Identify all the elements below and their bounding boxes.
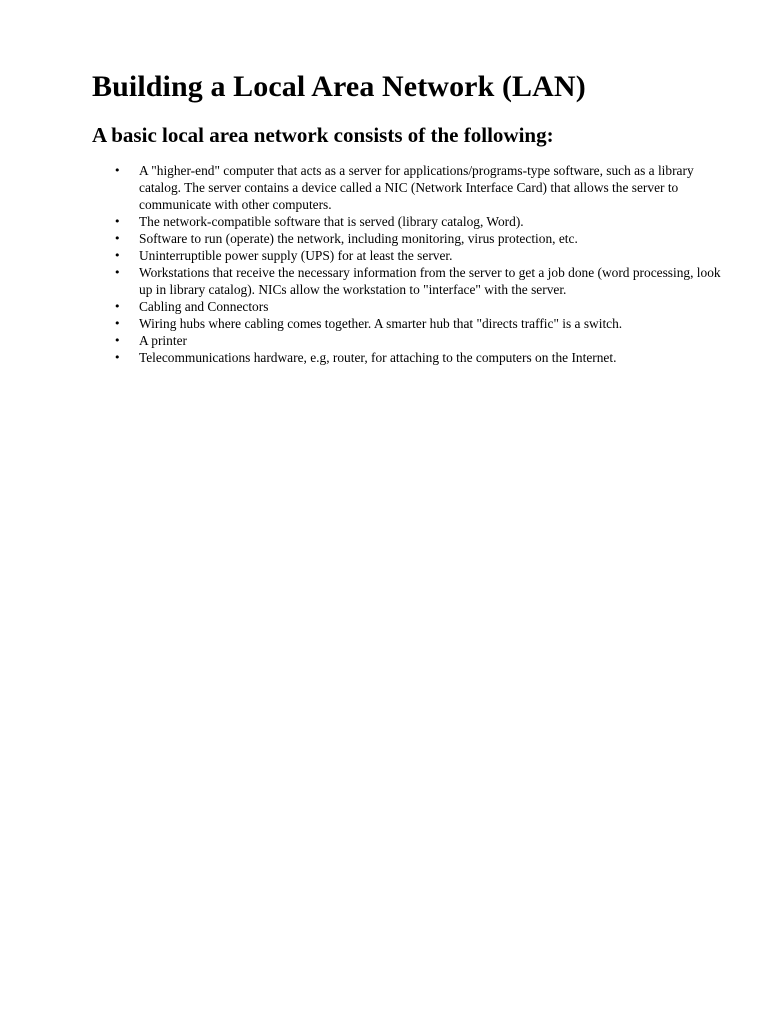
bullet-icon: • xyxy=(114,351,121,364)
list-item-text: Wiring hubs where cabling comes together. A smarter hub that "directs traffic" is a switch. xyxy=(139,316,623,331)
list-item-text: Software to run (operate) the network, including monitoring, virus protection, etc. xyxy=(139,231,578,246)
bullet-icon: • xyxy=(114,266,121,279)
list-item-text: A printer xyxy=(139,333,187,348)
list-item xyxy=(92,213,722,230)
page-title: Building a Local Area Network (LAN) xyxy=(92,70,586,103)
list-item-text: The network-compatible software that is served (library catalog, Word). xyxy=(139,214,524,229)
list-item-text: A "higher-end" computer that acts as a server for applications/programs-type software, such as a library catalog. The server contains a device called a NIC (Network Interface Card) that allows the server to communicate with other computers. xyxy=(139,163,694,212)
list-item-text: Uninterruptible power supply (UPS) for at least the server. xyxy=(139,248,453,263)
list-item xyxy=(92,162,722,213)
list-item xyxy=(92,247,722,264)
bullet-icon: • xyxy=(114,334,121,347)
list-item xyxy=(92,298,722,315)
bullet-icon: • xyxy=(114,249,121,262)
list-item-text: Telecommunications hardware, e.g, router, for attaching to the computers on the Internet. xyxy=(139,350,617,365)
bullet-icon: • xyxy=(114,215,121,228)
list-item xyxy=(92,264,722,298)
bullet-icon: • xyxy=(114,300,121,313)
list-item xyxy=(92,349,722,366)
list-item xyxy=(92,230,722,247)
bullet-icon: • xyxy=(114,317,121,330)
list-item xyxy=(92,315,722,332)
page-subtitle: A basic local area network consists of the following: xyxy=(92,123,554,147)
list-item-text: Workstations that receive the necessary information from the server to get a job done (word processing, look up in library catalog). NICs allow the workstation to "interface" with the server. xyxy=(139,265,721,297)
document-page xyxy=(92,68,722,366)
list-item xyxy=(92,332,722,349)
component-list xyxy=(92,162,722,366)
bullet-icon: • xyxy=(114,164,121,177)
list-item-text: Cabling and Connectors xyxy=(139,299,269,314)
bullet-icon: • xyxy=(114,232,121,245)
